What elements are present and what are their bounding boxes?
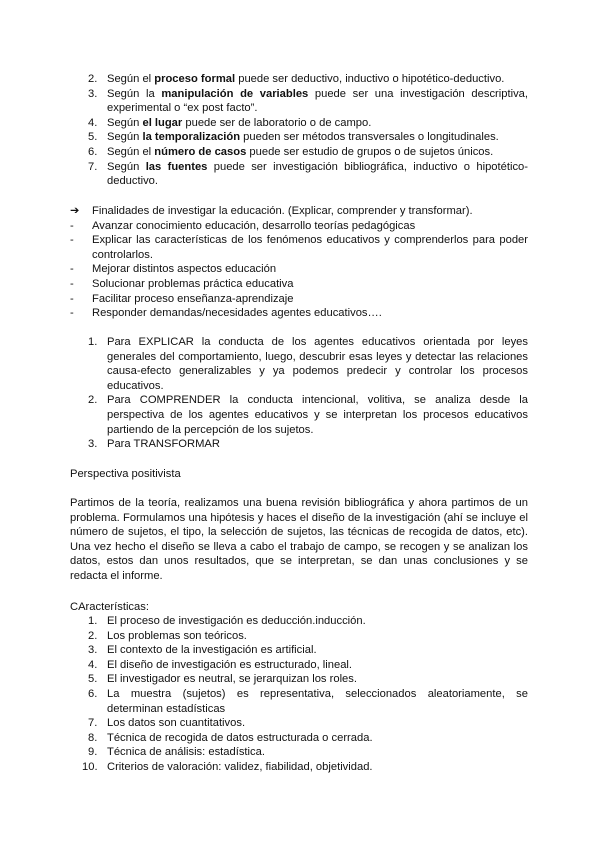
dash-item: - Mejorar distintos aspectos educación (70, 263, 277, 276)
list-number: 7. (88, 160, 98, 173)
list-number: 3. (88, 644, 98, 657)
body-paragraph: Partimos de la teoría, realizamos una buena revisión bibliográfica y ahora partimos de un problema. Formulamos una hipótesis y haces el diseño de la investigación (ahí se incluye el número de sujetos, el tipo, la selección de sujetos, las técnicas de recogida de datos, etc). Una vez hecho el diseño se lleva a cabo el trabajo de campo, se recogen y se analizan los datos, estos dan unos resultados, que se interpretan, se dan unas conclusiones y se redacta el informe. (70, 497, 528, 582)
dash-item: - Responder demandas/necesidades agentes educativos…. (70, 307, 382, 320)
dash-item: - Solucionar problemas práctica educativa (70, 277, 294, 290)
list-item: 9. Técnica de análisis: estadística. (88, 746, 265, 759)
list-number: 2. (88, 629, 98, 642)
list-item: 6. La muestra (sujetos) es representativa, seleccionados aleatoriamente, se determinan estadísticas (88, 687, 528, 715)
list-item: 8. Técnica de recogida de datos estructurada o cerrada. (88, 731, 373, 744)
list-item: 4. Según el lugar puede ser de laboratorio o de campo. (88, 116, 372, 129)
list-item: 3. Según la manipulación de variables puede ser una investigación descriptiva, experimental o “ex post facto”. (88, 87, 528, 115)
list-number: 4. (88, 116, 98, 129)
list-item: 2. Según el proceso formal puede ser deductivo, inductivo o hipotético-deductivo. (88, 73, 505, 85)
list-item: 7. Según las fuentes puede ser investigación bibliográfica, inductivo o hipotético-deductivo. (88, 160, 528, 188)
arrow-item: ➔ Finalidades de investigar la educación. (Explicar, comprender y transformar). (70, 205, 473, 217)
characteristics-label: CAracterísticas: (70, 601, 149, 613)
dash-item: - Avanzar conocimiento educación, desarrollo teorías pedagógicas (70, 219, 416, 232)
list-number: 5. (88, 131, 98, 144)
list-item: 10. Criterios de valoración: validez, fiabilidad, objetividad. (82, 760, 373, 773)
list-item: 3. El contexto de la investigación es artificial. (88, 644, 317, 657)
list-number: 6. (88, 145, 98, 158)
list-number: 7. (88, 717, 98, 730)
list-number: 9. (88, 746, 98, 759)
list-item: 7. Los datos son cuantitativos. (88, 717, 246, 730)
list-item: 6. Según el número de casos puede ser estudio de grupos o de sujetos únicos. (88, 145, 494, 158)
purposes-numbered-list (70, 335, 528, 452)
list-number: 2. (88, 73, 98, 85)
list-number: 10. (82, 760, 98, 773)
arrow-icon: ➔ (70, 205, 80, 217)
dash-item: - Facilitar proceso enseñanza-aprendizaje (70, 292, 294, 305)
list-number: 1. (88, 336, 98, 348)
list-item: 4. El diseño de investigación es estructurado, lineal. (88, 658, 353, 671)
list-item: 2. Para COMPRENDER la conducta intencional, volitiva, se analiza desde la perspectiva de los agentes educativos y se interpretan los procesos educativos partiendo de la percepción de los sujetos. (88, 394, 528, 436)
list-number: 1. (88, 615, 98, 627)
purposes-list (70, 204, 528, 321)
list-item: 1. Para EXPLICAR la conducta de los agentes educativos orientada por leyes generales del comportamiento, luego, descubrir esas leyes y detectar las relaciones causa-efecto generalizables y ya podemos predecir y controlar los procesos educativos. (88, 336, 528, 392)
section-heading: Perspectiva positivista (70, 468, 181, 480)
list-item: 1. El proceso de investigación es deducción.inducción. (88, 615, 366, 627)
list-number: 5. (88, 673, 98, 686)
list-item: 3. Para TRANSFORMAR (88, 438, 220, 451)
characteristics-list (70, 614, 528, 775)
classification-list (70, 72, 528, 189)
list-number: 4. (88, 658, 98, 671)
list-item: 2. Los problemas son teóricos. (88, 629, 247, 642)
list-number: 6. (88, 687, 98, 700)
list-number: 8. (88, 731, 98, 744)
list-item: 5. El investigador es neutral, se jerarquizan los roles. (88, 673, 357, 686)
list-number: 3. (88, 438, 98, 451)
list-item: 5. Según la temporalización pueden ser métodos transversales o longitudinales. (88, 131, 499, 144)
list-number: 3. (88, 87, 98, 100)
dash-item: - Explicar las características de los fenómenos educativos y comprenderlos para poder controlarlos. (70, 234, 528, 261)
list-number: 2. (88, 394, 98, 407)
